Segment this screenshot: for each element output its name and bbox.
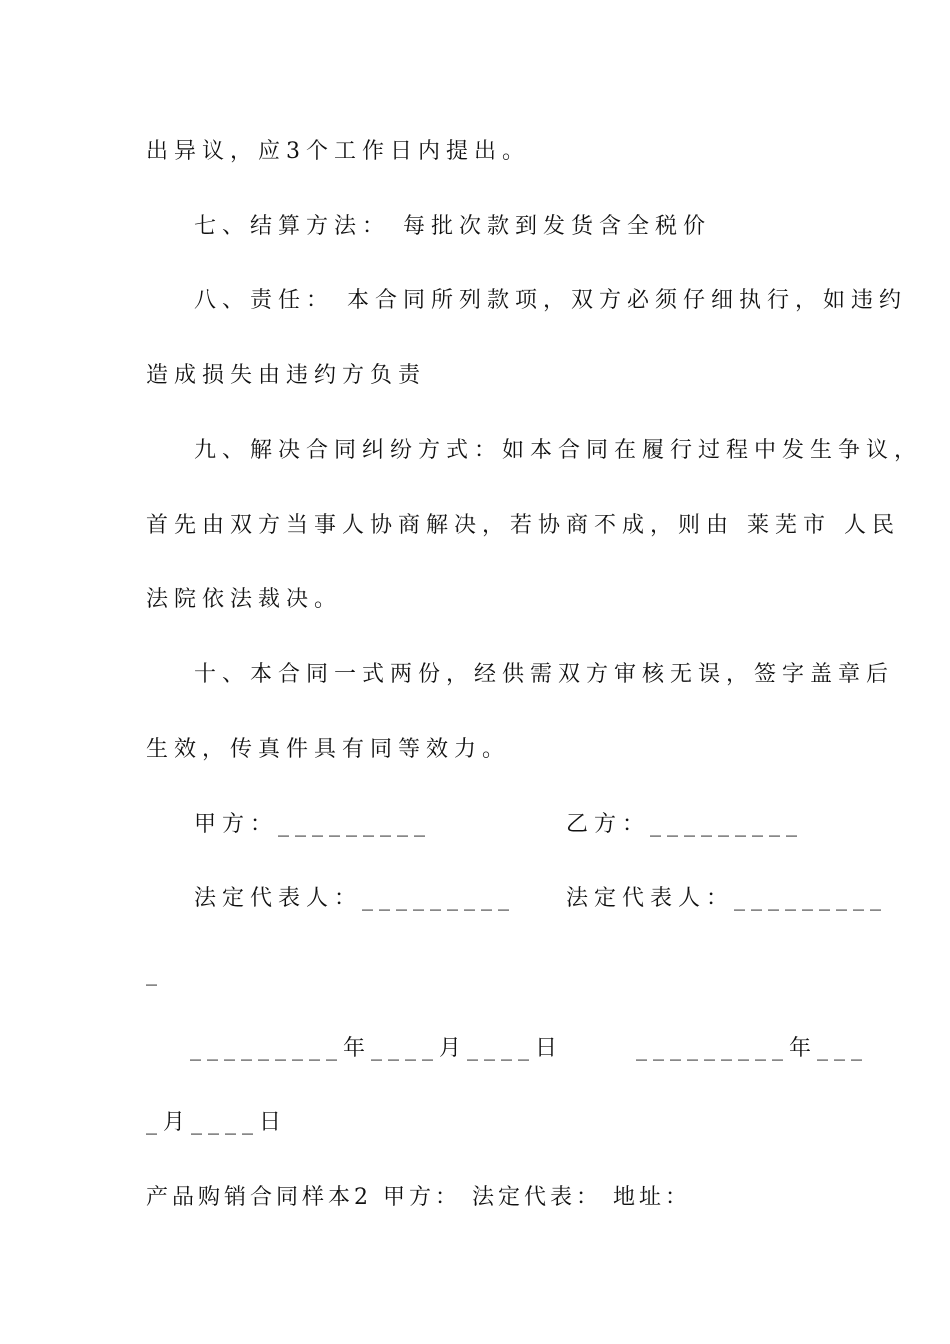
date-wrap: _月____日 <box>146 1110 288 1135</box>
clause-10-copies: 十、本合同一式两份，经供需双方审核无误，签字盖章后 <box>194 662 895 687</box>
paragraph-line: 生效，传真件具有同等效力。 <box>146 737 511 762</box>
party-b-signature: 乙方：_________ <box>566 812 804 837</box>
clause-8-liability: 八、责任： 本合同所列款项，双方必须仔细执行，如违约 <box>194 288 907 313</box>
paragraph-line: 首先由双方当事人协商解决，若协商不成，则由 莱芜市 人民 <box>146 513 900 538</box>
party-a-signature: 甲方：_________ <box>194 812 432 837</box>
party-a-representative: 法定代表人：_________ <box>194 886 516 911</box>
clause-9-dispute: 九、解决合同纠纷方式：如本合同在履行过程中发生争议， <box>194 438 923 463</box>
paragraph-line: 造成损失由违约方负责 <box>146 363 427 388</box>
party-b-date: _________年___ <box>636 1036 869 1061</box>
party-b-representative: 法定代表人：_________ <box>566 886 888 911</box>
representative-wrap: _ <box>146 961 163 986</box>
clause-7-settlement: 七、结算方法： 每批次款到发货含全税价 <box>194 214 711 239</box>
sample-2-heading: 产品购销合同样本2 甲方： 法定代表： 地址： <box>146 1185 691 1210</box>
party-a-date: _________年____月____日 <box>190 1036 564 1061</box>
paragraph-line: 出异议，应3个工作日内提出。 <box>146 139 530 164</box>
paragraph-line: 法院依法裁决。 <box>146 587 343 612</box>
